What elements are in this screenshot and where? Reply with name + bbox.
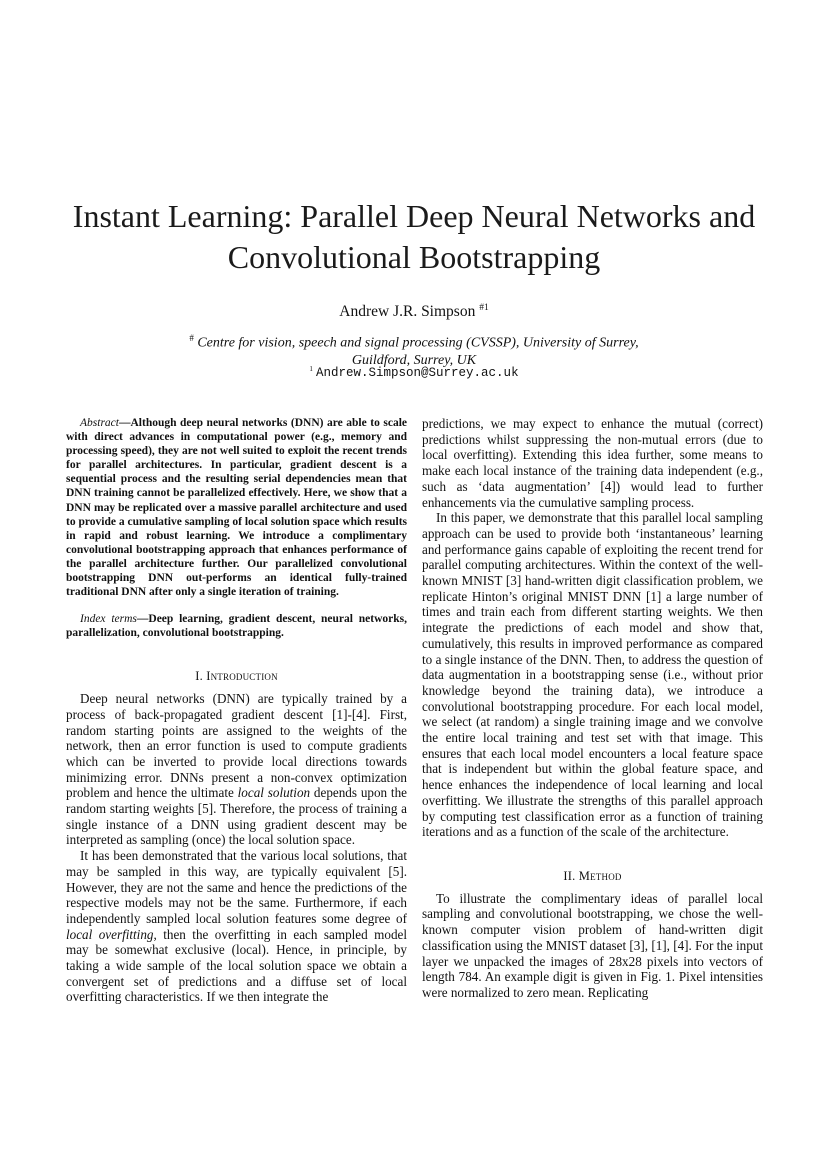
affiliation-line-2: Guildford, Surrey, UK xyxy=(351,353,477,369)
title-line-2: Convolutional Bootstrapping xyxy=(227,239,601,275)
abstract-label: Abstract xyxy=(80,417,119,429)
paper-title xyxy=(40,196,788,278)
author-line xyxy=(0,303,828,321)
section-number: II. xyxy=(563,868,576,883)
abstract xyxy=(66,416,407,599)
affiliation-mark: # xyxy=(189,333,194,343)
affiliation-line-1 xyxy=(0,330,828,352)
email-line xyxy=(0,365,828,380)
intro-p2-em: local overfitting xyxy=(66,926,154,942)
method-paragraph-1: To illustrate the complimentary ideas of parallel local sampling and convolutional bootstrapping, we chose the well-known computer vision problem of hand-written digit classification using the MNIST dataset [3], [1], [4]. For the input layer we unpacked the images of 28x28 pixels into vectors of length 784. An example digit is given in Fig. 1. Pixel intensities were normalized to zero mean. Replicating xyxy=(422,890,763,1000)
index-terms-text: —Deep learning, gradient descent, neural networks, parallelization, convolutional bootstrapping. xyxy=(66,613,407,640)
intro-p2-a: It has been demonstrated that the various local solutions, that may be sampled in this way, are typically equivalent [5]. However, they are not the same and hence the predictions of the respective models may not be the same. Furthermore, if each independently sampled local solution features some degree of xyxy=(66,848,407,926)
author-name: Andrew J.R. Simpson xyxy=(339,303,476,321)
intro-p1-b: depends upon the random starting weights [5]. Therefore, the process of training a single instance of a DNN using gradient descent may be interpreted as sampling (once) the local solution space. xyxy=(66,785,407,848)
email-address: Andrew.Simpson@Surrey.ac.uk xyxy=(316,366,519,381)
intro-paragraph-2 xyxy=(66,848,407,1005)
affiliation xyxy=(0,330,828,370)
section-heading-method xyxy=(422,869,763,885)
title-line-1: Instant Learning: Parallel Deep Neural Networks and xyxy=(72,198,756,234)
intro-p2-b: , then the overfitting in each sampled model may be somewhat exclusive (local). Hence, in principle, by taking a wide sample of the local solution space we obtain a convergent set of predictions and a diffuse set of local overfitting characteristics. If we then integrate the xyxy=(66,926,407,1005)
section-title: Method xyxy=(578,868,622,883)
right-column xyxy=(422,416,763,1001)
section-title: Introduction xyxy=(206,669,278,684)
section-heading-introduction xyxy=(66,669,407,685)
email-mark: 1 xyxy=(309,365,313,373)
left-column xyxy=(66,416,407,1005)
index-terms xyxy=(66,612,407,640)
intro-p1-em: local solution xyxy=(237,785,311,801)
intro-paragraph-1 xyxy=(66,691,407,848)
index-terms-label: Index terms xyxy=(80,613,137,626)
author-superscript: #1 xyxy=(479,303,489,313)
intro-paragraph-3: In this paper, we demonstrate that this parallel local sampling approach can be used to provide both ‘instantaneous’ learning and performance gains capable of exploiting the recent trend for parallel computing architectures. Within the context of the well-known MNIST [3] hand-written digit classification problem, we replicate Hinton’s original MNIST DNN [1] a large number of times and train each from different starting weights. We then integrate the predictions of each model and show that, cumulatively, this results in improved performance as compared to a single instance of the DNN. Then, to address the question of data augmentation in a bootstrapping sense (i.e., without prior knowledge beyond the training data), we introduce a convolutional bootstrapping procedure. For each local model, we select (at random) a single training image and we convolve the entire local training and test set with that image. This ensures that each local model encounters a local feature space that is independent but within the global feature space, and hence enhances the independence of local learning and local overfitting. We illustrate the strengths of this parallel approach by computing test classification error as a function of training iterations and as a function of the scale of the architecture. xyxy=(422,510,763,840)
abstract-text: —Although deep neural networks (DNN) are able to scale with direct advances in computational power (e.g., memory and processing speed), they are not well suited to exploit the recent trends for parallel architectures. In particular, gradient descent is a sequential process and the resulting serial dependencies mean that DNN training cannot be parallelized effectively. Here, we show that a DNN may be replicated over a massive parallel architecture and used to provide a cumulative sampling of local solution space which results in rapid and robust learning. We introduce a complimentary convolutional bootstrapping approach that enhances performance of the parallel architecture further. Our parallelized convolutional bootstrapping DNN out-performs an identical fully-trained traditional DNN after only a single iteration of training. xyxy=(66,417,407,599)
section-number: I. xyxy=(195,669,203,684)
affiliation-text-1: Centre for vision, speech and signal processing (CVSSP), University of Surrey, xyxy=(197,335,639,351)
intro-p1-a: Deep neural networks (DNN) are typically trained by a process of back-propagated gradient descent [1]-[4]. First, random starting points are assigned to the weights of the network, then an error function is used to compute gradients which can be inverted to provide local directions towards minimizing error. DNNs present a non-convex optimization problem and hence the ultimate xyxy=(66,691,407,801)
intro-paragraph-2-continued: predictions, we may expect to enhance the mutual (correct) predictions whilst suppressing the non-mutual errors (due to local overfitting). Extending this idea further, some means to make each local instance of the training data independent (e.g., such as ‘data augmentation’ [4]) would lead to further enhancements via the cumulative sampling process. xyxy=(422,416,763,510)
